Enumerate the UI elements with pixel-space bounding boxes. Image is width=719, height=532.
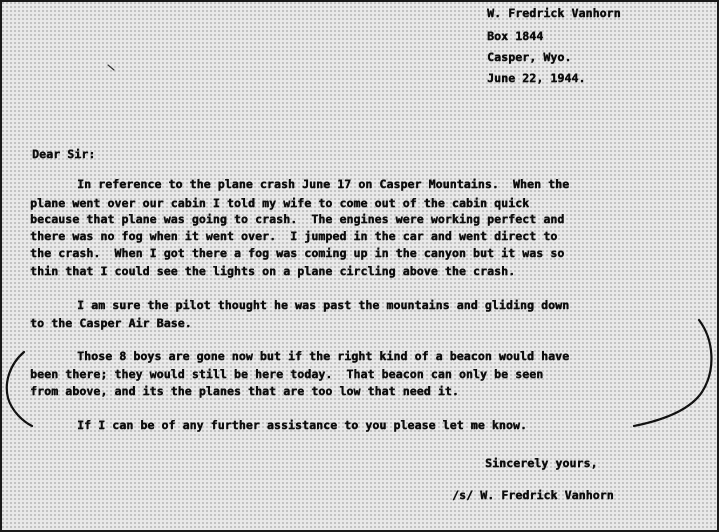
paragraph-line: Those 8 boys are gone now but if the right kind of a beacon would have: [77, 349, 570, 363]
letter-date: June 22, 1944.: [487, 71, 586, 85]
right-bracket-mark: [634, 320, 711, 426]
sender-city: Casper, Wyo.: [487, 50, 572, 64]
signature: /s/ W. Fredrick Vanhorn: [452, 488, 614, 502]
salutation: Dear Sir:: [32, 147, 96, 161]
paragraph-line: been there; they would still be here today. That beacon can only be seen: [30, 367, 544, 381]
paragraph-line: the crash. When I got there a fog was coming up in the canyon but it was so: [30, 246, 565, 260]
paragraph-line: to the Casper Air Base.: [30, 316, 192, 330]
paragraph-line: because that plane was going to crash. The engines were working perfect and: [30, 212, 565, 226]
sender-box: Box 1844: [487, 29, 544, 43]
paragraph-line: I am sure the pilot thought he was past the mountains and gliding down: [77, 298, 570, 312]
closing: Sincerely yours,: [485, 456, 598, 470]
stray-pen-mark: [108, 65, 114, 70]
left-bracket-mark: [7, 352, 32, 426]
sender-name: W. Fredrick Vanhorn: [487, 6, 621, 20]
paragraph-line: If I can be of any further assistance to you please let me know.: [77, 418, 527, 432]
paragraph-line: from above, and its the planes that are too low that need it.: [30, 384, 459, 398]
paragraph-line: thin that I could see the lights on a plane circling above the crash.: [30, 264, 516, 278]
paragraph-line: In reference to the plane crash June 17 on Casper Mountains. When the: [77, 177, 570, 191]
paragraph-line: there was no fog when it went over. I jumped in the car and went direct to: [30, 229, 558, 243]
paragraph-line: plane went over our cabin I told my wife to come out of the cabin quick: [30, 196, 530, 210]
